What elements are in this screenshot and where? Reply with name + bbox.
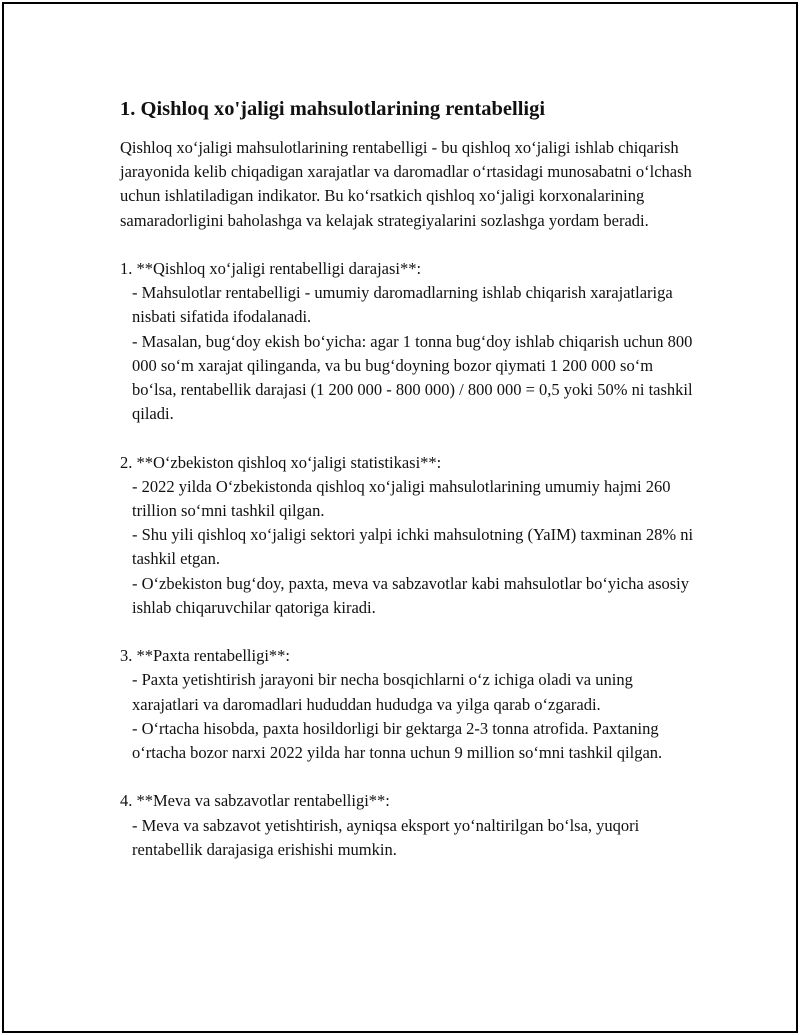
section-item: - 2022 yilda O‘zbekistonda qishloq xo‘jaligi mahsulotlarining umumiy hajmi 260 trillion so‘mni tashkil qilgan. (132, 476, 671, 521)
blank-line (120, 620, 700, 644)
section-item: - Shu yili qishloq xo‘jaligi sektori yalpi ichki mahsulotning (YaIM) taxminan 28% ni tashkil etgan. (132, 525, 694, 569)
blank-line (120, 765, 700, 789)
section-item: - Paxta yetishtirish jarayoni bir necha bosqichlarni o‘z ichiga oladi va uning xarajatlari va daromadlari hududdan hududga va yilga qarab o‘zgaradi. (132, 670, 633, 714)
section-item: - Masalan, bug‘doy ekish bo‘yicha: agar 1 tonna bug‘doy ishlab chiqarish uchun 800 000 so‘m xarajat qilinganda, va bu bug‘doyning bozor qiymati 1 200 000 so‘m bo‘lsa, rentabellik darajasi (1 200 000 - 800 000) / 800 000 = 0,5 yoki 50% ni tashkil qiladi. (132, 331, 693, 424)
document-title: 1. Qishloq xo'jaligi mahsulotlarining rentabelligi (120, 98, 546, 120)
section-item: - O‘rtacha hisobda, paxta hosildorligi bir gektarga 2-3 tonna atrofida. Paxtaning o‘rtacha bozor narxi 2022 yilda har tonna uchun 9 million so‘mni tashkil qilgan. (132, 718, 663, 763)
section-item: - O‘zbekiston bug‘doy, paxta, meva va sabzavotlar kabi mahsulotlar bo‘yicha asosiy ishlab chiqaruvchilar qatoriga kiradi. (132, 573, 690, 617)
section-heading: 4. **Meva va sabzavotlar rentabelligi**: (120, 791, 390, 811)
section-heading: 1. **Qishloq xo‘jaligi rentabelligi darajasi**: (120, 259, 422, 278)
document-page (2, 2, 798, 1033)
blank-line (120, 233, 700, 257)
document-body (120, 96, 700, 862)
intro-paragraph: Qishloq xo‘jaligi mahsulotlarining rentabelligi - bu qishloq xo‘jaligi ishlab chiqarish jarayonida kelib chiqadigan xarajatlar va daromadlar o‘rtasidagi munosabatni o‘lchash uchun ishlatiladigan indikator. Bu ko‘rsatkich qishloq xo‘jaligi korxonalarining samaradorligini baholashga va kelajak strategiyalarini sozlashga yordam beradi. (120, 138, 692, 230)
section-heading: 2. **O‘zbekiston qishloq xo‘jaligi statistikasi**: (120, 452, 442, 472)
blank-line (120, 426, 700, 450)
section-heading: 3. **Paxta rentabelligi**: (120, 646, 291, 666)
section-item: - Meva va sabzavot yetishtirish, ayniqsa eksport yo‘naltirilgan bo‘lsa, yuqori rentabellik darajasiga erishishi mumkin. (132, 815, 640, 859)
section-item: - Mahsulotlar rentabelligi - umumiy daromadlarning ishlab chiqarish xarajatlariga nisbati sifatida ifodalanadi. (132, 283, 673, 327)
